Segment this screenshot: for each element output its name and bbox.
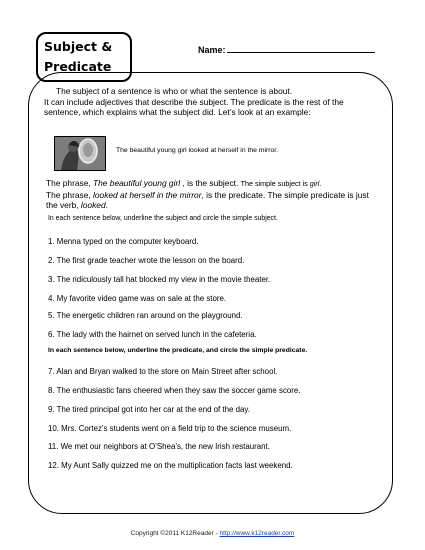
phrase1-simple-subject: girl [309, 179, 320, 188]
sentence-8: 8. The enthusiastic fans cheered when they saw the soccer game score. [48, 386, 301, 395]
title-line-1: Subject & [44, 39, 113, 54]
phrase1-a: The phrase, [46, 178, 94, 188]
footer [0, 530, 425, 537]
phrase1-c: , is the subject. [180, 178, 241, 188]
phrase2-c: , is the predicate. The simple predicate is just the verb, [46, 189, 369, 211]
phrase2-e: . [105, 200, 108, 211]
phrase1-d: The simple subject is [240, 179, 310, 188]
predicate-explanation [46, 190, 381, 211]
phrase2-predicate-italic: looked at herself in the mirror [93, 189, 202, 200]
sentence-6: 6. The lady with the hairnet on served lunch in the cafeteria. [48, 330, 257, 339]
phrase2-simple-predicate: looked [80, 200, 106, 211]
sentence-12: 12. My Aunt Sally quizzed me on the multiplication facts last weekend. [48, 461, 293, 470]
instruction-subject: In each sentence below, underline the subject and circle the simple subject. [48, 215, 278, 222]
explanation [46, 178, 381, 211]
phrase2-a: The phrase, [46, 189, 94, 200]
subject-explanation [46, 178, 381, 190]
mirror-girl-image [54, 136, 106, 171]
sentence-4: 4. My favorite video game was on sale at the store. [48, 294, 227, 303]
name-label: Name: [198, 45, 226, 55]
sentence-9: 9. The tired principal got into her car at the end of the day. [48, 405, 250, 414]
name-field[interactable] [198, 43, 375, 55]
intro-paragraph-1: The subject of a sentence is who or what the sentence is about. [56, 86, 293, 96]
title-line-2: Predicate [44, 59, 112, 74]
sentence-5: 5. The energetic children ran around on the playground. [48, 311, 243, 320]
phrase1-subject-italic: The beautiful young girl [93, 178, 181, 188]
example-sentence: The beautiful young girl looked at herself in the mirror. [116, 147, 279, 154]
sentence-10: 10. Mrs. Cortez’s students went on a field trip to the science museum. [48, 424, 292, 433]
sentence-1: 1. Menna typed on the computer keyboard. [48, 237, 199, 246]
instruction-predicate: In each sentence below, underline the predicate, and circle the simple predicate. [48, 347, 308, 354]
phrase1-f: . [319, 179, 322, 188]
sentence-2: 2. The first grade teacher wrote the lesson on the board. [48, 256, 245, 265]
intro-text [44, 86, 379, 118]
sentence-7: 7. Alan and Bryan walked to the store on Main Street after school. [48, 367, 278, 376]
sentence-11: 11. We met our neighbors at O’Shea’s, the new Irish restaurant. [48, 442, 270, 451]
name-blank-line[interactable] [227, 43, 375, 53]
intro-paragraph-2: It can include adjectives that describe the subject. The predicate is the rest of the sentence, which explains what the subject did. Let’s look at an example: [44, 96, 344, 118]
footer-copyright: Copyright ©2011 K12Reader - [130, 530, 220, 537]
footer-link[interactable]: http://www.k12reader.com [219, 530, 295, 537]
sentence-3: 3. The ridiculously tall hat blocked my view in the movie theater. [48, 275, 271, 284]
